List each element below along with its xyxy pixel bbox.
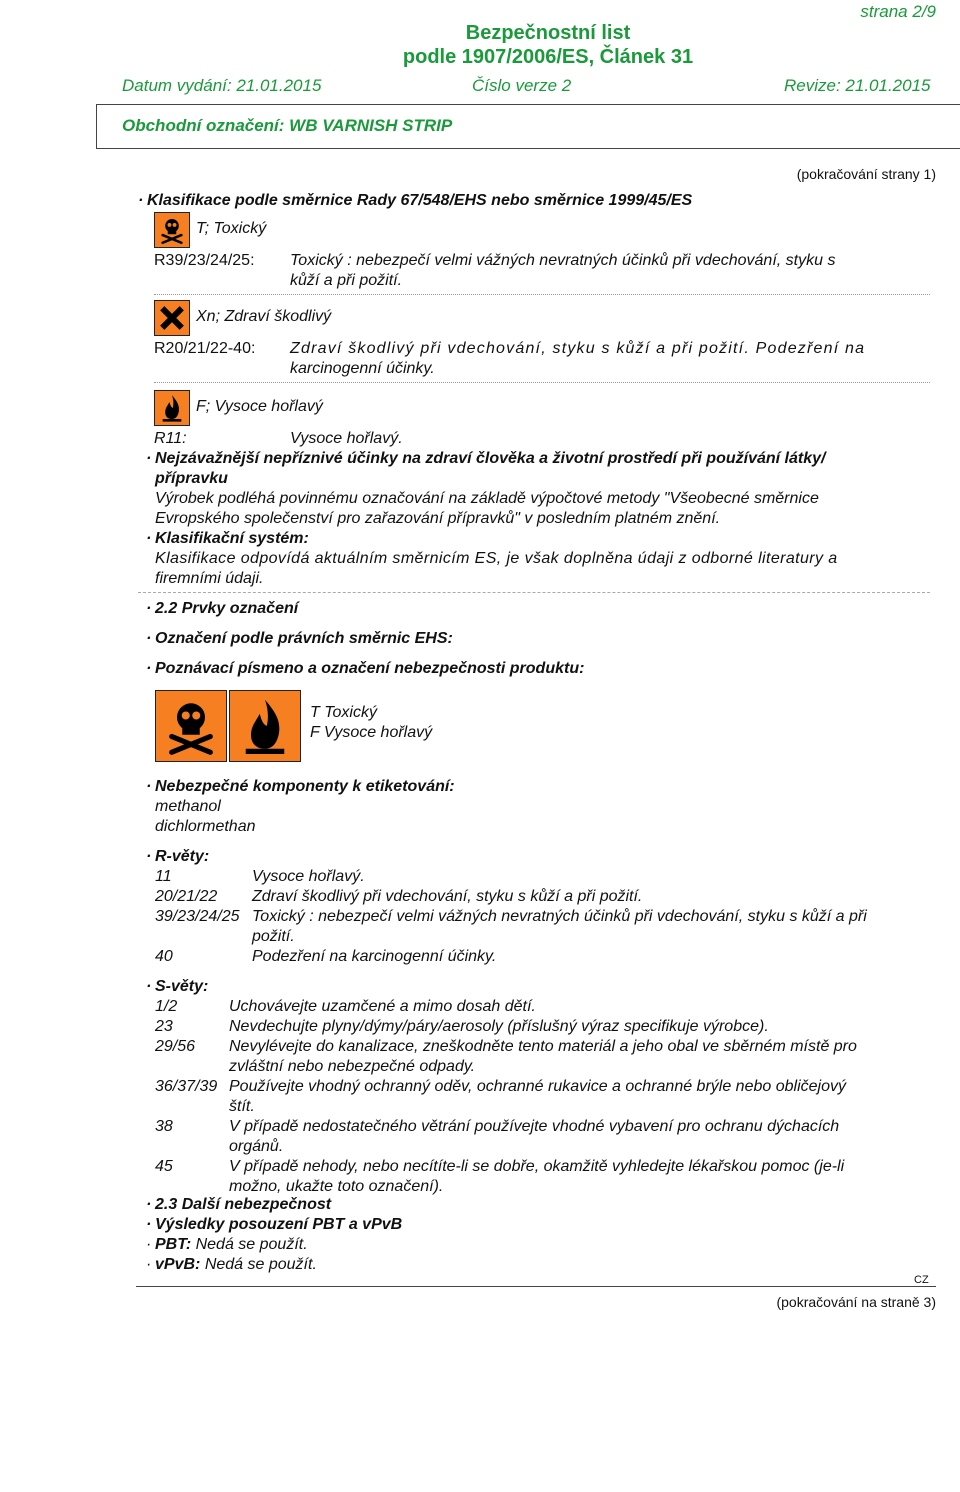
r-phrase-text: Podezření na karcinogenní účinky. [252, 948, 497, 965]
s-phrase-code: 1/2 [155, 998, 178, 1015]
r-phrase-text: Zdraví škodlivý při vdechování, styku s kůží a při požití. [252, 888, 643, 905]
s-phrase-text: Uchovávejte uzamčené a mimo dosah dětí. [229, 998, 536, 1015]
r-phrase-text: Toxický : nebezpečí velmi vážných nevratných účinků při vdechování, styku s kůží a při [252, 908, 867, 925]
pbt-label: PBT: [155, 1236, 192, 1253]
header-rule-left [96, 104, 97, 148]
s-phrase-code: 38 [155, 1118, 173, 1135]
classification-heading: · Klasifikace podle směrnice Rady 67/548/EHS nebo směrnice 1999/45/ES [147, 192, 692, 210]
version-number: Číslo verze 2 [472, 76, 572, 95]
effects-text-1: Výrobek podléhá povinnému označování na základě výpočtové metody "Všeobecné směrnice [155, 490, 819, 507]
components-heading: · Nebezpečné komponenty k etiketování: [155, 778, 455, 796]
letter-heading: · Poznávací písmeno a označení nebezpečnosti produktu: [155, 660, 584, 678]
pbt-assessment-heading: · Výsledky posouzení PBT a vPvB [155, 1216, 402, 1234]
vpvb-label: vPvB: [155, 1256, 201, 1273]
language-code: CZ [914, 1274, 929, 1286]
s-phrase-text-cont: štít. [229, 1098, 255, 1115]
effects-heading-1: · Nejzávažnější nepříznivé účinky na zdraví člověka a životní prostředí při používání látky/ [155, 450, 825, 468]
system-text-2: firemními údaji. [155, 570, 264, 587]
component-item: methanol [155, 798, 221, 815]
vpvb-value: Nedá se použít. [204, 1256, 317, 1273]
r-phrase-text: Vysoce hořlavý. [252, 868, 365, 885]
section-23-heading: · 2.3 Další nebezpečnost [155, 1196, 331, 1214]
r-phrase-code: 39/23/24/25 [155, 908, 240, 925]
divider-dotted-1 [154, 294, 930, 295]
s-phrase-code: 23 [155, 1018, 173, 1035]
section-divider-1 [138, 592, 930, 593]
r-text-toxic-1: Toxický : nebezpečí velmi vážných nevratných účinků při vdechování, styku s [290, 252, 836, 269]
s-phrase-text: V případě nedostatečného větrání používejte vhodné vybavení pro ochranu dýchacích [229, 1118, 840, 1135]
system-text-1: Klasifikace odpovídá aktuálním směrnicím ES, je však doplněna údaji z odborné literatury a [155, 550, 838, 567]
r-text-flammable: Vysoce hořlavý. [290, 430, 403, 447]
flame-icon [154, 390, 190, 426]
s-phrase-text: V případě nehody, nebo necítíte-li se dobře, okamžitě vyhledejte lékařskou pomoc (je-li [229, 1158, 845, 1175]
symbol-f-label: F Vysoce hořlavý [310, 724, 433, 741]
footer-rule [136, 1286, 936, 1287]
doc-subtitle: podle 1907/2006/ES, Článek 31 [402, 46, 694, 68]
issue-date: Datum vydání: 21.01.2015 [122, 76, 322, 95]
ehs-heading: · Označení podle právních směrnic EHS: [155, 630, 453, 648]
s-phrase-text: Používejte vhodný ochranný oděv, ochranné rukavice a ochranné brýle nebo obličejový [229, 1078, 846, 1095]
s-phrases-heading: · S-věty: [155, 978, 208, 996]
divider-dotted-2 [154, 382, 930, 383]
vpvb-row [155, 1256, 317, 1274]
s-phrase-code: 36/37/39 [155, 1078, 218, 1095]
pbt-row [155, 1236, 308, 1254]
page-number: strana 2/9 [860, 2, 936, 21]
doc-title: Bezpečnostní list [465, 22, 631, 44]
r-code-flammable: R11: [154, 430, 187, 447]
pbt-value: Nedá se použít. [195, 1236, 308, 1253]
header-rule-top [96, 104, 960, 105]
r-text-harmful-2: karcinogenní účinky. [290, 360, 435, 377]
cross-x-icon [154, 300, 190, 336]
symbol-toxic-label: T; Toxický [196, 220, 267, 237]
s-phrase-text-cont: orgánů. [229, 1138, 284, 1155]
effects-text-2: Evropského společenství pro zařazování přípravků" v posledním platném znění. [155, 510, 721, 527]
symbol-flammable-label: F; Vysoce hořlavý [196, 398, 323, 415]
skull-crossbones-icon [155, 690, 227, 762]
r-code-harmful: R20/21/22-40: [154, 340, 256, 357]
symbol-t-label: T Toxický [310, 704, 377, 721]
symbol-harmful-label: Xn; Zdraví škodlivý [196, 308, 332, 325]
revision-date: Revize: 21.01.2015 [784, 76, 931, 95]
trade-name: Obchodní označení: WB VARNISH STRIP [122, 116, 453, 135]
flame-icon [229, 690, 301, 762]
header-rule-bottom [96, 148, 960, 149]
r-text-harmful-1: Zdraví škodlivý při vdechování, styku s kůží a při požití. Podezření na [290, 340, 866, 357]
r-phrase-text-cont: požití. [252, 928, 295, 945]
section-22-heading: · 2.2 Prvky označení [155, 600, 298, 618]
component-item: dichlormethan [155, 818, 256, 835]
skull-crossbones-icon [154, 212, 190, 248]
s-phrase-text: Nevylévejte do kanalizace, zneškodněte tento materiál a jeho obal ve sběrném místě pro [229, 1038, 857, 1055]
s-phrase-text-cont: možno, ukažte toto označení). [229, 1178, 444, 1195]
r-code-toxic: R39/23/24/25: [154, 252, 255, 269]
r-phrase-code: 40 [155, 948, 173, 965]
effects-heading-2: přípravku [155, 470, 228, 487]
continued-from: (pokračování strany 1) [796, 166, 936, 182]
s-phrase-text-cont: zvláštní nebo nebezpečné odpady. [229, 1058, 476, 1075]
r-phrase-code: 11 [155, 868, 172, 885]
s-phrase-text: Nevdechujte plyny/dýmy/páry/aerosoly (příslušný výraz specifikuje výrobce). [229, 1018, 769, 1035]
s-phrase-code: 29/56 [155, 1038, 196, 1055]
continued-to: (pokračování na straně 3) [776, 1294, 936, 1310]
r-phrase-code: 20/21/22 [155, 888, 218, 905]
system-heading: · Klasifikační systém: [155, 530, 309, 548]
r-phrases-heading: · R-věty: [155, 848, 209, 866]
r-text-toxic-2: kůží a při požití. [290, 272, 403, 289]
s-phrase-code: 45 [155, 1158, 173, 1175]
